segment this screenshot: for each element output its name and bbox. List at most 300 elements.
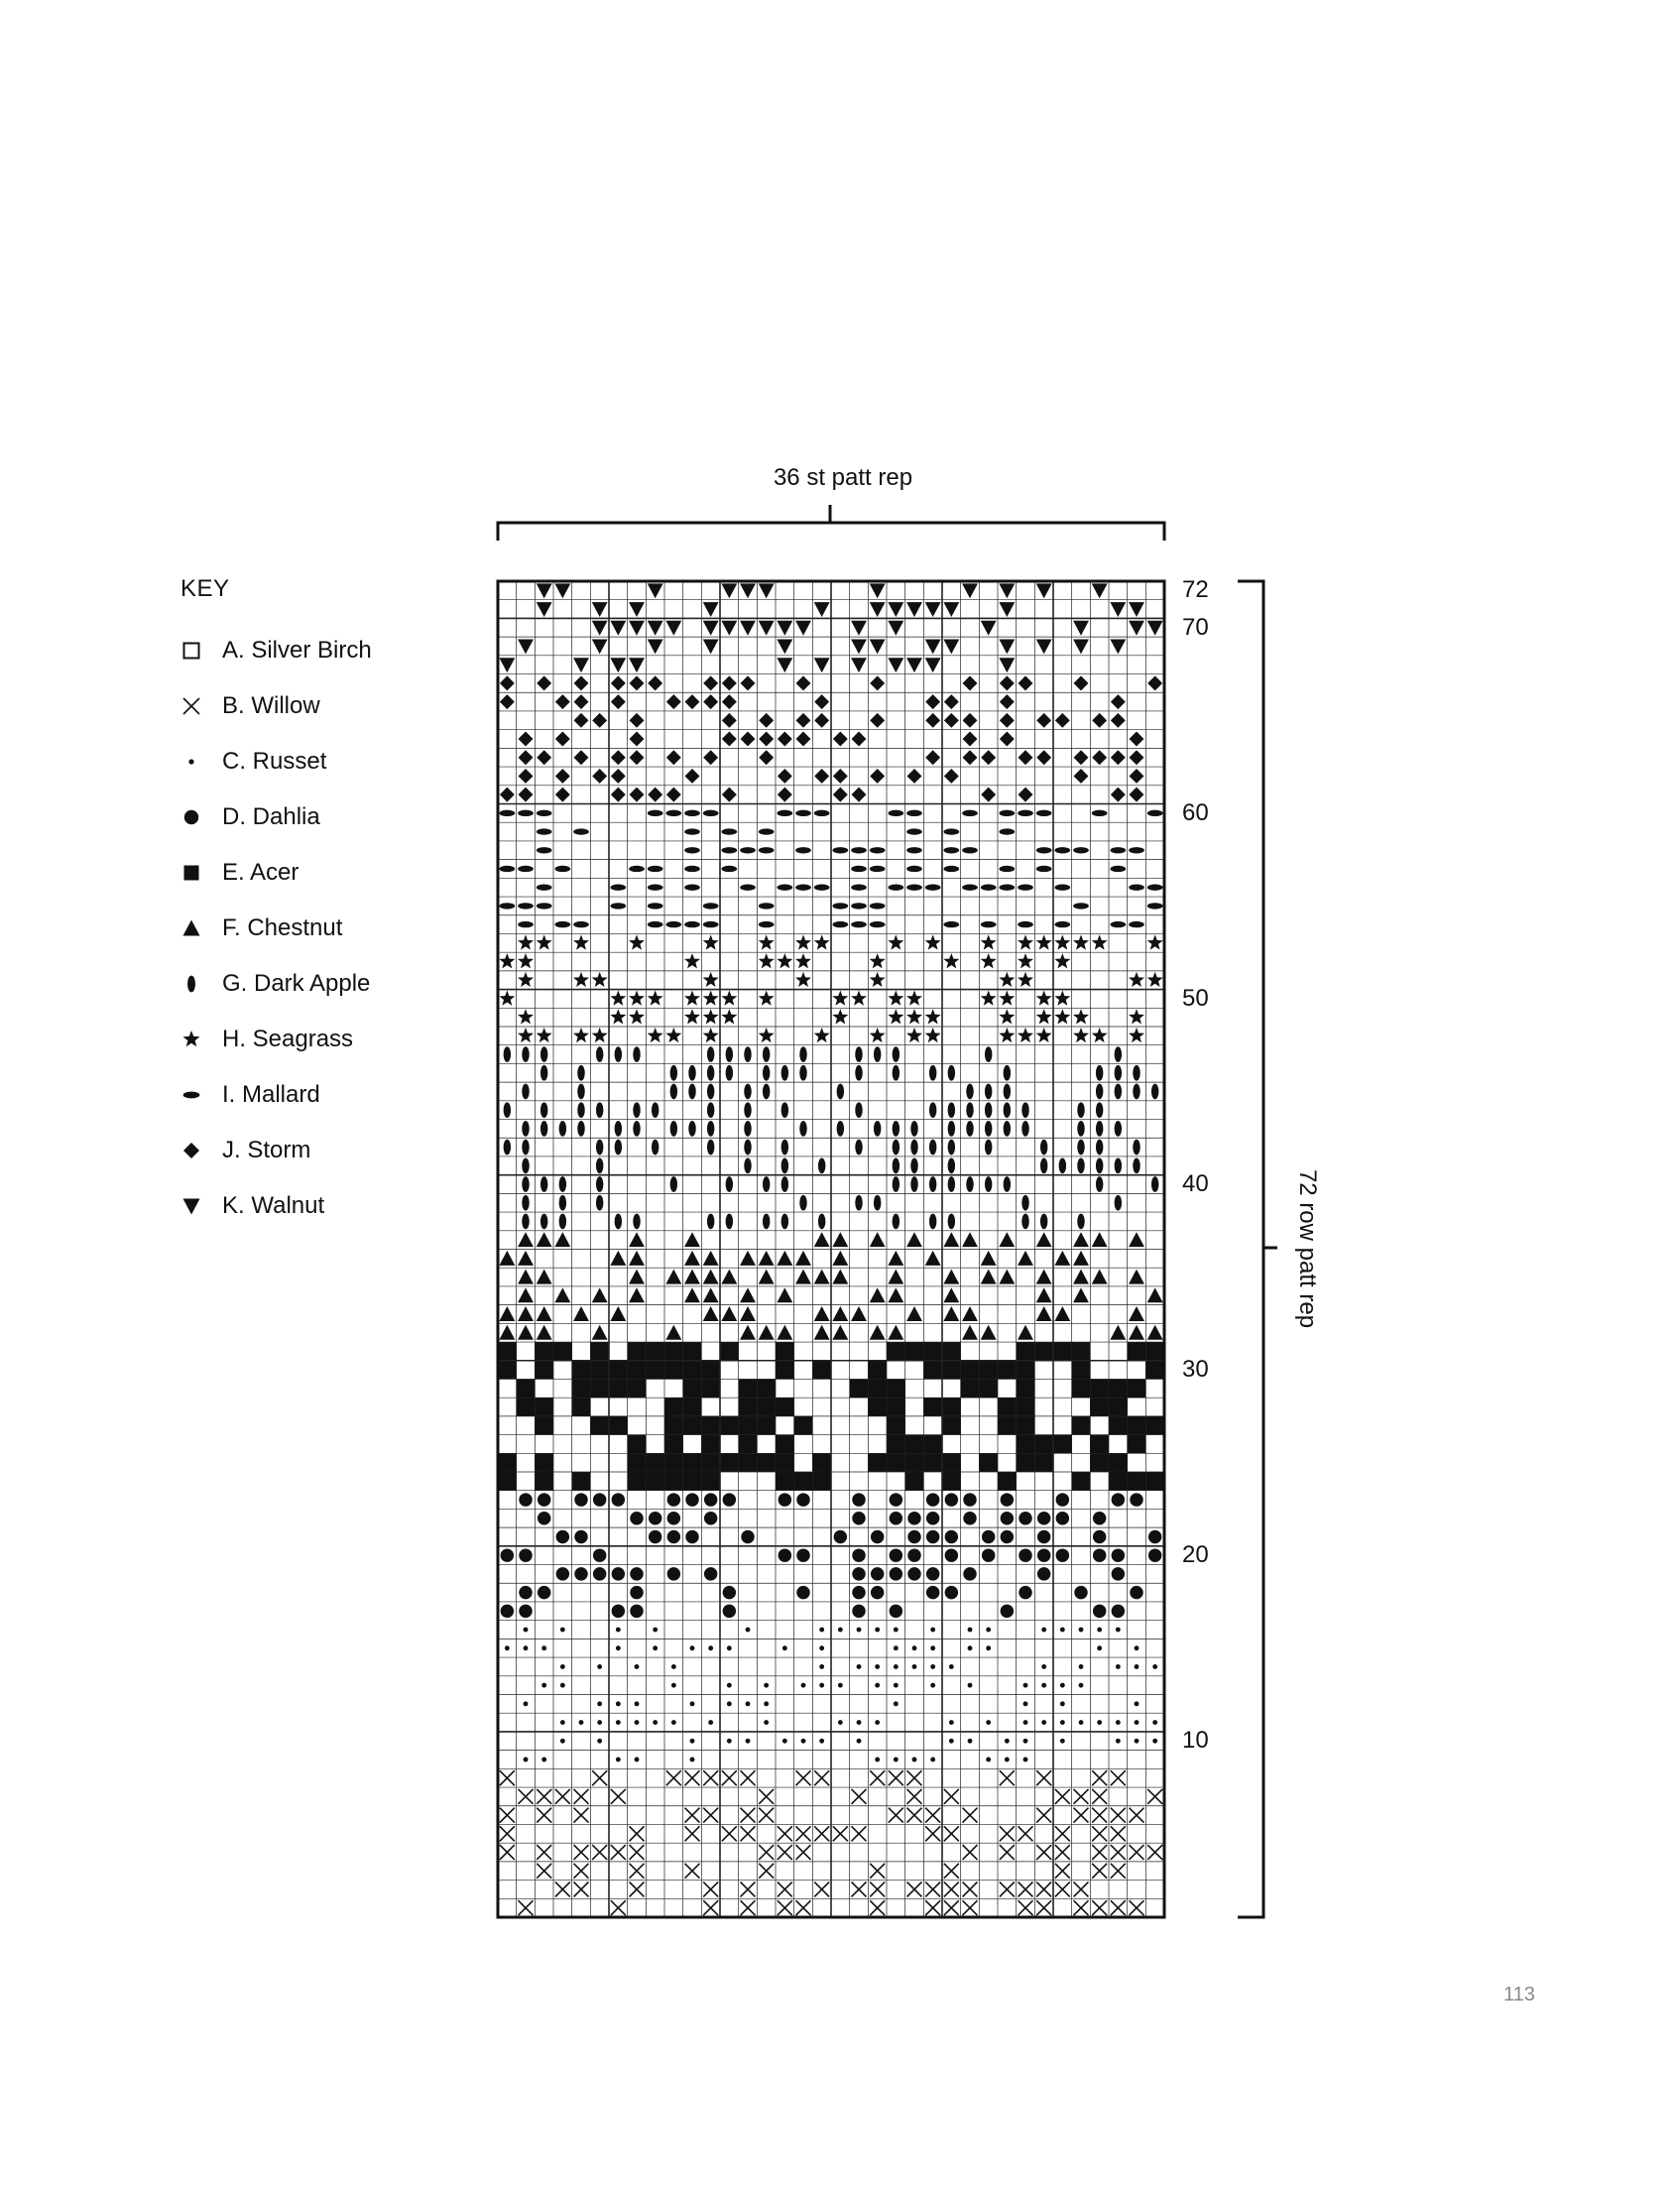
cell-mark	[944, 713, 959, 728]
cell-mark	[893, 1065, 900, 1081]
cell-mark	[592, 769, 607, 784]
cell-mark	[1004, 1102, 1011, 1118]
cell-mark	[684, 885, 700, 891]
cell-mark	[1036, 1009, 1052, 1024]
cell-mark	[781, 1176, 788, 1192]
cell-mark	[540, 1214, 547, 1230]
cell-mark	[560, 1683, 565, 1688]
cell-mark	[1116, 1739, 1121, 1744]
cell-mark	[670, 1084, 677, 1100]
cell-mark	[906, 602, 922, 617]
cell-mark	[540, 1176, 547, 1192]
cell-mark	[889, 1770, 903, 1785]
cell-mark	[870, 847, 886, 853]
cell-mark	[888, 658, 903, 672]
cell-mark	[907, 1808, 922, 1823]
cell-mark	[1151, 1176, 1158, 1192]
cell-mark	[1021, 1102, 1028, 1118]
cell-mark	[703, 1251, 719, 1266]
cell-mark	[1133, 1157, 1140, 1173]
cell-mark	[948, 1214, 955, 1230]
cell-mark	[1054, 953, 1070, 968]
cell-mark	[522, 1157, 529, 1173]
cell-mark	[759, 1251, 775, 1266]
cell-mark	[875, 1628, 880, 1633]
cell-mark	[968, 1683, 973, 1688]
cell-mark	[779, 1548, 791, 1561]
cell-mark	[684, 1009, 700, 1024]
cell-mark	[684, 810, 700, 816]
cell-mark	[944, 694, 959, 709]
cell-mark	[814, 769, 829, 784]
cell-mark	[519, 788, 534, 802]
cell-mark	[814, 810, 830, 816]
cell-mark	[795, 847, 811, 853]
cell-mark	[1093, 1530, 1106, 1543]
cell-mark	[795, 1270, 811, 1284]
cell-mark	[630, 1586, 643, 1599]
cell-mark	[1036, 1900, 1051, 1915]
cell-mark	[1092, 1808, 1107, 1823]
cell-mark	[498, 1453, 517, 1472]
cell-mark	[1074, 1900, 1089, 1915]
cell-mark	[943, 921, 959, 927]
row-repeat-bracket	[1230, 579, 1279, 1919]
cell-mark	[707, 1102, 714, 1118]
cell-mark	[968, 1645, 973, 1650]
cell-mark	[1133, 1065, 1140, 1081]
cell-mark	[943, 1232, 959, 1247]
cell-mark	[833, 788, 848, 802]
cell-mark	[596, 1176, 603, 1192]
cell-mark	[723, 1493, 736, 1506]
cell-mark	[963, 1567, 976, 1580]
cell-mark	[1092, 1770, 1107, 1785]
cell-mark	[553, 1342, 572, 1361]
cell-mark	[818, 1157, 825, 1173]
cell-mark	[707, 1065, 714, 1081]
cell-mark	[611, 1789, 626, 1804]
cell-mark	[1090, 1379, 1109, 1397]
cell-mark	[721, 1009, 737, 1024]
cell-mark	[905, 1453, 924, 1472]
cell-mark	[1092, 713, 1107, 728]
cell-mark	[741, 1826, 756, 1841]
cell-mark	[707, 1121, 714, 1137]
cell-mark	[795, 885, 811, 891]
cell-mark	[574, 1845, 589, 1860]
cell-mark	[537, 903, 552, 909]
cell-mark	[519, 750, 534, 765]
cell-mark	[777, 621, 792, 636]
cell-mark	[870, 769, 885, 784]
cell-mark	[592, 1845, 607, 1860]
cell-mark	[1129, 1009, 1144, 1024]
cell-mark	[1055, 1826, 1070, 1841]
cell-mark	[912, 1758, 917, 1762]
cell-mark	[929, 1214, 936, 1230]
cell-mark	[703, 1882, 718, 1896]
cell-mark	[1018, 972, 1033, 987]
cell-mark	[648, 903, 663, 909]
cell-mark	[759, 1270, 775, 1284]
cell-mark	[870, 1900, 885, 1915]
cell-mark	[683, 1361, 702, 1380]
cell-mark	[1135, 1720, 1140, 1725]
cell-mark	[1152, 1739, 1157, 1744]
cell-mark	[707, 1214, 714, 1230]
cell-mark	[1096, 1065, 1103, 1081]
cell-mark	[629, 1009, 645, 1024]
cell-mark	[812, 1453, 831, 1472]
cell-mark	[1018, 885, 1033, 891]
cell-mark	[518, 934, 534, 949]
cell-mark	[501, 1548, 514, 1561]
cell-mark	[1005, 1739, 1010, 1744]
cell-mark	[1096, 1176, 1103, 1192]
cell-mark	[1037, 1567, 1050, 1580]
cell-mark	[782, 1645, 787, 1650]
cell-mark	[763, 1046, 770, 1062]
cell-mark	[1128, 1379, 1146, 1397]
cell-mark	[727, 1701, 732, 1706]
cell-mark	[857, 1628, 862, 1633]
cell-mark	[683, 1416, 702, 1435]
cell-mark	[757, 1453, 776, 1472]
cell-mark	[537, 1306, 552, 1321]
cell-mark	[925, 602, 941, 617]
cell-mark	[852, 1605, 865, 1618]
cell-mark	[833, 732, 848, 747]
cell-mark	[746, 1739, 751, 1744]
cell-mark	[664, 1472, 683, 1491]
cell-mark	[592, 1028, 608, 1042]
cell-mark	[538, 1493, 550, 1506]
cell-mark	[703, 1009, 719, 1024]
cell-mark	[1053, 1435, 1072, 1454]
cell-mark	[648, 1028, 663, 1042]
cell-mark	[795, 621, 811, 636]
cell-mark	[868, 1379, 887, 1397]
cell-mark	[630, 1605, 643, 1618]
cell-mark	[944, 1864, 959, 1879]
cell-mark	[949, 1664, 954, 1669]
cell-mark	[814, 1028, 830, 1042]
cell-mark	[537, 602, 552, 617]
cell-mark	[554, 866, 570, 872]
cell-mark	[653, 1720, 658, 1725]
cell-mark	[1059, 1157, 1066, 1173]
cell-mark	[1147, 675, 1162, 690]
cell-mark	[852, 732, 867, 747]
cell-mark	[1152, 1720, 1157, 1725]
cell-mark	[925, 934, 941, 949]
cell-mark	[888, 1009, 903, 1024]
cell-mark	[574, 1864, 589, 1879]
cell-mark	[870, 1287, 886, 1302]
cell-mark	[500, 694, 515, 709]
cell-mark	[684, 991, 700, 1006]
cell-mark	[1073, 1287, 1089, 1302]
cell-mark	[537, 1232, 552, 1247]
cell-mark	[740, 583, 756, 598]
cell-mark	[777, 1325, 792, 1340]
cell-mark	[794, 1472, 813, 1491]
cell-mark	[537, 1325, 552, 1340]
cell-mark	[683, 1472, 702, 1491]
cell-mark	[759, 1808, 774, 1823]
cell-mark	[759, 934, 775, 949]
cell-mark	[875, 1664, 880, 1669]
cell-mark	[1148, 1530, 1161, 1543]
cell-mark	[616, 1628, 621, 1633]
cell-mark	[930, 1683, 935, 1688]
cell-mark	[906, 1232, 922, 1247]
key-legend	[180, 575, 372, 1234]
key-item	[180, 734, 372, 790]
cell-mark	[504, 1140, 511, 1155]
cell-mark	[925, 658, 941, 672]
cell-mark	[723, 1605, 736, 1618]
cell-mark	[572, 1397, 591, 1416]
cell-mark	[630, 750, 645, 765]
cell-mark	[1093, 1548, 1106, 1561]
cell-mark	[925, 1009, 941, 1024]
cell-mark	[1115, 1195, 1122, 1211]
key-item-label: C. Russet	[222, 748, 327, 775]
cell-mark	[500, 1770, 515, 1785]
row-number: 30	[1182, 1356, 1209, 1384]
cell-mark	[1018, 934, 1033, 949]
cell-mark	[923, 1435, 942, 1454]
key-item-label: E. Acer	[222, 859, 300, 886]
cell-mark	[1000, 675, 1015, 690]
cell-mark	[648, 583, 663, 598]
cell-mark	[572, 1361, 591, 1380]
cell-mark	[1036, 810, 1052, 816]
cell-mark	[796, 1493, 809, 1506]
cell-mark	[910, 1121, 917, 1137]
cell-mark	[801, 1683, 806, 1688]
cell-mark	[703, 639, 719, 654]
cell-mark	[518, 1028, 534, 1042]
cell-mark	[1096, 1157, 1103, 1173]
row-number: 72	[1182, 576, 1209, 604]
cell-mark	[1072, 1416, 1091, 1435]
cell-mark	[597, 1664, 602, 1669]
cell-mark	[819, 1628, 824, 1633]
cell-mark	[998, 1416, 1017, 1435]
cell-mark	[537, 675, 551, 690]
cell-mark	[739, 1453, 758, 1472]
cell-mark	[944, 769, 959, 784]
cell-mark	[1133, 1140, 1140, 1155]
cell-mark	[664, 1416, 683, 1435]
cell-mark	[925, 1900, 940, 1915]
cell-mark	[1036, 1882, 1051, 1896]
cell-mark	[685, 1826, 700, 1841]
cell-mark	[1115, 1121, 1122, 1137]
cell-mark	[999, 583, 1015, 598]
cell-mark	[852, 1548, 865, 1561]
cell-mark	[628, 1435, 647, 1454]
cell-mark	[1056, 1548, 1069, 1561]
cell-mark	[541, 1645, 546, 1650]
stitch-repeat-bracket	[496, 503, 1166, 543]
cell-mark	[500, 1808, 515, 1823]
cell-mark	[814, 602, 830, 617]
cell-mark	[629, 1251, 645, 1266]
cell-mark	[1096, 1121, 1103, 1137]
cell-mark	[963, 750, 978, 765]
cell-mark	[592, 602, 608, 617]
cell-mark	[744, 1084, 751, 1100]
cross-icon	[180, 695, 222, 717]
cell-mark	[870, 866, 886, 872]
cell-mark	[961, 1379, 980, 1397]
cell-mark	[814, 694, 829, 709]
cell-mark	[610, 991, 626, 1006]
cell-mark	[778, 1826, 792, 1841]
cell-mark	[629, 602, 645, 617]
cell-mark	[538, 1586, 550, 1599]
cell-mark	[540, 1121, 547, 1137]
cell-mark	[1019, 1826, 1033, 1841]
cell-mark	[726, 1046, 733, 1062]
cell-mark	[1129, 972, 1144, 987]
cell-mark	[596, 1140, 603, 1155]
cell-mark	[684, 953, 700, 968]
cell-mark	[925, 1251, 941, 1266]
cell-mark	[893, 1176, 900, 1192]
cell-mark	[1129, 921, 1144, 927]
cell-mark	[1097, 1720, 1102, 1725]
cell-mark	[832, 1270, 848, 1284]
cell-mark	[907, 769, 922, 784]
cell-mark	[555, 1882, 570, 1896]
cell-mark	[635, 1758, 640, 1762]
cell-mark	[612, 1605, 625, 1618]
cell-mark	[518, 953, 534, 968]
cell-mark	[1109, 1472, 1128, 1491]
cell-mark	[981, 1251, 997, 1266]
cell-mark	[1060, 1720, 1065, 1725]
cell-mark	[666, 750, 681, 765]
cell-mark	[1036, 583, 1052, 598]
cell-mark	[814, 934, 830, 949]
cell-mark	[889, 1808, 903, 1823]
cell-mark	[1092, 1845, 1107, 1860]
cell-mark	[573, 1306, 589, 1321]
cell-mark	[1151, 1084, 1158, 1100]
cell-mark	[648, 885, 663, 891]
cell-mark	[1036, 991, 1052, 1006]
cell-mark	[721, 828, 737, 834]
cell-mark	[962, 810, 978, 816]
cell-mark	[648, 866, 663, 872]
cell-mark	[887, 1453, 905, 1472]
cell-mark	[741, 1882, 756, 1896]
cell-mark	[721, 991, 737, 1006]
cell-mark	[537, 810, 552, 816]
cell-mark	[499, 810, 515, 816]
cell-mark	[999, 1009, 1015, 1024]
cell-mark	[616, 1758, 621, 1762]
cell-mark	[776, 1472, 794, 1491]
cell-mark	[759, 903, 775, 909]
cell-mark	[671, 1720, 676, 1725]
cell-mark	[596, 1102, 603, 1118]
cell-mark	[703, 1770, 718, 1785]
cell-mark	[1023, 1720, 1028, 1725]
cell-mark	[611, 1845, 626, 1860]
cell-mark	[685, 1493, 698, 1506]
cell-mark	[963, 1882, 978, 1896]
cell-mark	[590, 1342, 609, 1361]
cell-mark	[1135, 1701, 1140, 1706]
cell-mark	[1112, 1605, 1125, 1618]
cell-mark	[799, 1195, 806, 1211]
cell-mark	[1004, 1121, 1011, 1137]
cell-mark	[796, 713, 811, 728]
cell-mark	[962, 885, 978, 891]
cell-mark	[981, 1325, 997, 1340]
cell-mark	[759, 953, 775, 968]
cell-mark	[707, 1084, 714, 1100]
cell-mark	[648, 991, 663, 1006]
cell-mark	[907, 1512, 920, 1524]
cell-mark	[726, 1176, 733, 1192]
cell-mark	[1055, 1789, 1070, 1804]
cell-mark	[740, 1306, 756, 1321]
cell-mark	[981, 953, 997, 968]
cell-mark	[944, 1789, 959, 1804]
cell-mark	[630, 1826, 645, 1841]
cell-mark	[870, 713, 885, 728]
cell-mark	[649, 1512, 661, 1524]
cell-mark	[781, 1214, 788, 1230]
cell-mark	[796, 1770, 811, 1785]
cell-mark	[906, 991, 922, 1006]
cell-mark	[592, 639, 608, 654]
cell-mark	[852, 1789, 867, 1804]
cell-mark	[986, 1758, 991, 1762]
cell-mark	[781, 1140, 788, 1155]
cell-mark	[630, 1845, 645, 1860]
cell-mark	[1115, 1084, 1122, 1100]
cell-mark	[949, 1720, 954, 1725]
cell-mark	[1129, 885, 1144, 891]
cell-mark	[1017, 1453, 1035, 1472]
cell-mark	[906, 866, 922, 872]
cell-mark	[1017, 1361, 1035, 1380]
cell-mark	[759, 1028, 775, 1042]
cell-mark	[795, 934, 811, 949]
cell-mark	[851, 921, 867, 927]
cell-mark	[540, 1065, 547, 1081]
cell-mark	[763, 1084, 770, 1100]
cell-mark	[722, 713, 737, 728]
cell-mark	[1056, 1512, 1069, 1524]
cell-mark	[560, 1739, 565, 1744]
cell-mark	[948, 1140, 955, 1155]
cell-mark	[690, 1701, 695, 1706]
cell-mark	[498, 1361, 517, 1380]
cell-mark	[574, 750, 589, 765]
cell-mark	[888, 810, 903, 816]
cell-mark	[930, 1758, 935, 1762]
cell-mark	[1054, 1251, 1070, 1266]
